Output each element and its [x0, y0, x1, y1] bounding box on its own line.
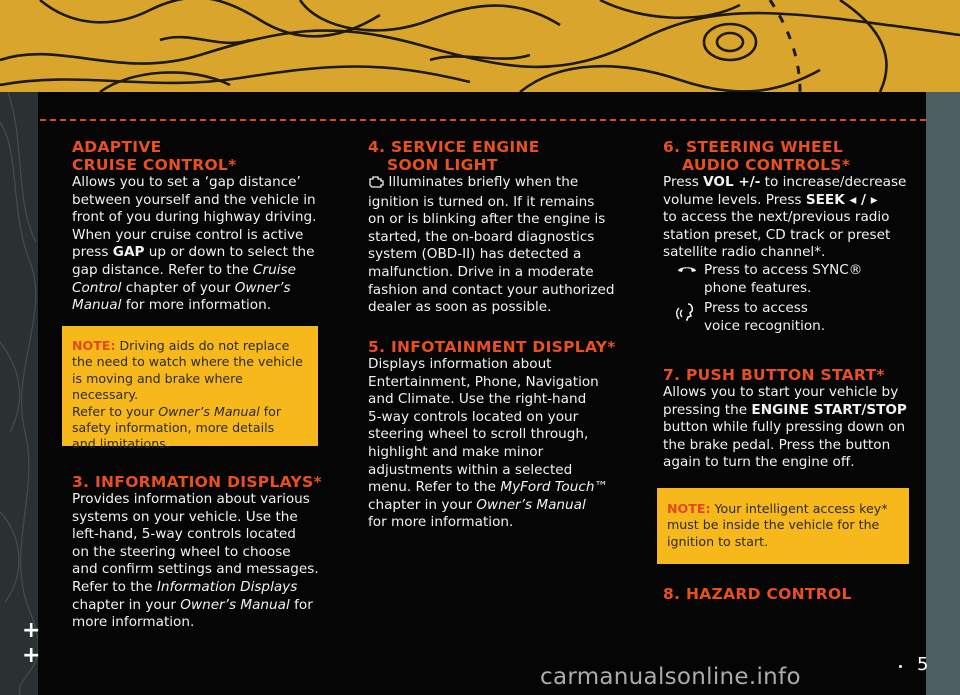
text-line: between yourself and the vehicle in	[72, 191, 316, 208]
title-line: AUDIO CONTROLS*	[682, 156, 851, 174]
text-line: system (OBD-II) has detected a	[368, 246, 582, 263]
column-left	[72, 138, 322, 315]
text-line: and confirm settings and messages.	[72, 561, 319, 578]
text-line: Allows you to start your vehicle by	[663, 384, 899, 400]
infotainment-section	[368, 338, 618, 532]
title-line: 6. STEERING WHEEL	[663, 138, 843, 156]
text-line: the brake pedal. Press the button	[663, 436, 891, 453]
text-line: ignition is turned on. If it remains	[368, 193, 595, 210]
info-displays-section	[72, 473, 322, 632]
text-line: must be inside the vehicle for the	[667, 517, 880, 533]
text-line: front of you during highway driving.	[72, 209, 317, 226]
push-start-section	[663, 366, 918, 472]
text-line: station preset, CD track or preset	[663, 226, 891, 243]
text-italic: MyFord Touch™	[500, 479, 609, 496]
voice-text	[704, 300, 914, 335]
text-line: for more information.	[368, 514, 514, 531]
text-line: malfunction. Drive in a moderate	[368, 263, 594, 280]
text-line: fashion and contact your authorized	[368, 281, 615, 298]
text-italic: Cruise	[253, 261, 296, 278]
text-italic: Owner’s	[234, 279, 291, 296]
check-engine-icon	[368, 176, 384, 194]
text-line: Your intelligent access key*	[710, 501, 888, 516]
text-italic: Owner’s Manual	[476, 496, 586, 513]
text-line: 5-way controls located on your	[368, 408, 579, 425]
text-line: more information.	[72, 614, 195, 631]
text-line: and Climate. Use the right-hand	[368, 391, 587, 408]
info-displays-title: 3. INFORMATION DISPLAYS*	[72, 473, 322, 491]
page-number: 5	[917, 654, 929, 675]
text-line: button while fully pressing down on	[663, 419, 906, 436]
title-line: CRUISE CONTROL*	[72, 156, 237, 174]
gap-button-label: GAP	[112, 244, 145, 261]
text-line: highlight and make minor	[368, 443, 544, 460]
push-start-title: 7. PUSH BUTTON START*	[663, 366, 885, 384]
voice-icon	[670, 300, 704, 324]
column-middle	[368, 138, 618, 317]
text-line: for	[289, 596, 313, 613]
text-line: Press	[663, 174, 704, 190]
text-italic: Owner’s Manual	[180, 596, 290, 613]
title-line: 4. SERVICE ENGINE	[368, 138, 540, 156]
sync-phone-row	[670, 262, 920, 297]
plus-mark: +	[22, 643, 41, 668]
push-start-body	[663, 384, 918, 472]
column-right	[663, 138, 913, 262]
seek-button-label: SEEK ◂ / ▸	[805, 191, 878, 208]
text-line: press	[72, 244, 113, 261]
text-line: on the steering wheel to choose	[72, 543, 291, 560]
text-line: on or is blinking after the engine is	[368, 211, 606, 228]
voice-recognition-row	[670, 300, 920, 335]
hazard-title: 8. HAZARD CONTROL	[663, 585, 852, 603]
title-line: ADAPTIVE	[72, 138, 162, 156]
text-line: Allows you to set a ‘gap distance’	[72, 174, 301, 190]
text-italic: Manual	[72, 297, 122, 314]
text-line: When your cruise control is active	[72, 226, 304, 243]
engine-start-stop-label: ENGINE START/STOP	[751, 401, 907, 418]
sync-phone-text	[704, 262, 914, 297]
text-line: Press to access	[704, 300, 808, 316]
steering-audio-title	[663, 138, 913, 174]
text-line: for	[259, 403, 282, 419]
infotainment-title: 5. INFOTAINMENT DISPLAY*	[368, 338, 616, 356]
right-gray-strip	[926, 92, 960, 695]
text-line: Illuminates briefly when the	[384, 174, 579, 190]
note-driving-aids	[62, 326, 318, 452]
text-line: for more information.	[121, 297, 272, 314]
phone-icon	[670, 262, 704, 276]
text-line: chapter of your	[121, 279, 235, 296]
text-line: Refer to your	[72, 403, 159, 419]
text-line: Press to access SYNC®	[704, 262, 863, 278]
text-line: ignition to start.	[667, 533, 769, 549]
note-label: NOTE:	[72, 338, 116, 353]
text-line: voice recognition.	[704, 317, 826, 334]
text-line: left-hand, 5-way controls located	[72, 526, 296, 543]
text-line: chapter in your	[368, 496, 477, 513]
text-line: the need to watch where the vehicle	[72, 354, 303, 370]
note-intelligent-key	[657, 488, 909, 564]
text-line: systems on your vehicle. Use the	[72, 508, 298, 525]
text-line: to access the next/previous radio	[663, 209, 890, 226]
watermark: carmanualsonline.info	[540, 664, 801, 690]
dashed-divider	[40, 119, 926, 121]
service-engine-body	[368, 174, 618, 317]
text-line: gap distance. Refer to the	[72, 261, 254, 278]
text-line: dealer as soon as possible.	[368, 299, 552, 316]
left-topo-lines	[0, 92, 41, 695]
note-label: NOTE:	[667, 501, 711, 516]
text-line: Displays information about	[368, 356, 552, 372]
text-italic: Information Displays	[156, 578, 298, 595]
infotainment-body	[368, 356, 618, 532]
topo-lines	[0, 0, 960, 92]
text-line: up or down to select the	[144, 244, 315, 261]
text-line: menu. Refer to the	[368, 479, 501, 496]
text-line: adjustments within a selected	[368, 461, 573, 478]
adaptive-cruise-title	[72, 138, 322, 174]
text-line: Entertainment, Phone, Navigation	[368, 373, 599, 390]
title-line: SOON LIGHT	[387, 156, 498, 174]
text-line: Provides information about various	[72, 491, 310, 507]
text-italic: Control	[72, 279, 122, 296]
text-line: again to turn the engine off.	[663, 454, 855, 471]
text-line: chapter in your	[72, 596, 181, 613]
service-engine-title	[368, 138, 618, 174]
hazard-section	[663, 585, 913, 603]
page-dot	[899, 665, 902, 668]
text-italic: Owner’s Manual	[158, 403, 260, 419]
text-line: steering wheel to scroll through,	[368, 426, 589, 443]
text-line: is moving and brake where necessary.	[72, 370, 243, 403]
text-line: to increase/decrease	[760, 174, 907, 190]
text-line: phone features.	[704, 279, 812, 296]
text-line: volume levels. Press	[663, 191, 806, 208]
text-line: Refer to the	[72, 578, 157, 595]
text-line: satellite radio channel*.	[663, 244, 826, 261]
left-topo-edge	[0, 92, 41, 695]
steering-audio-body	[663, 174, 913, 262]
info-displays-body	[72, 491, 322, 632]
text-line: safety information, more details	[72, 420, 275, 436]
adaptive-cruise-body	[72, 174, 322, 315]
text-line: pressing the	[663, 401, 752, 418]
topographic-banner	[0, 0, 960, 92]
text-line: and limitations.	[72, 436, 170, 452]
plus-mark: +	[22, 618, 41, 643]
vol-button-label: VOL +/-	[703, 174, 761, 190]
text-line: started, the on-board diagnostics	[368, 228, 595, 245]
text-line: Driving aids do not replace	[115, 338, 290, 353]
